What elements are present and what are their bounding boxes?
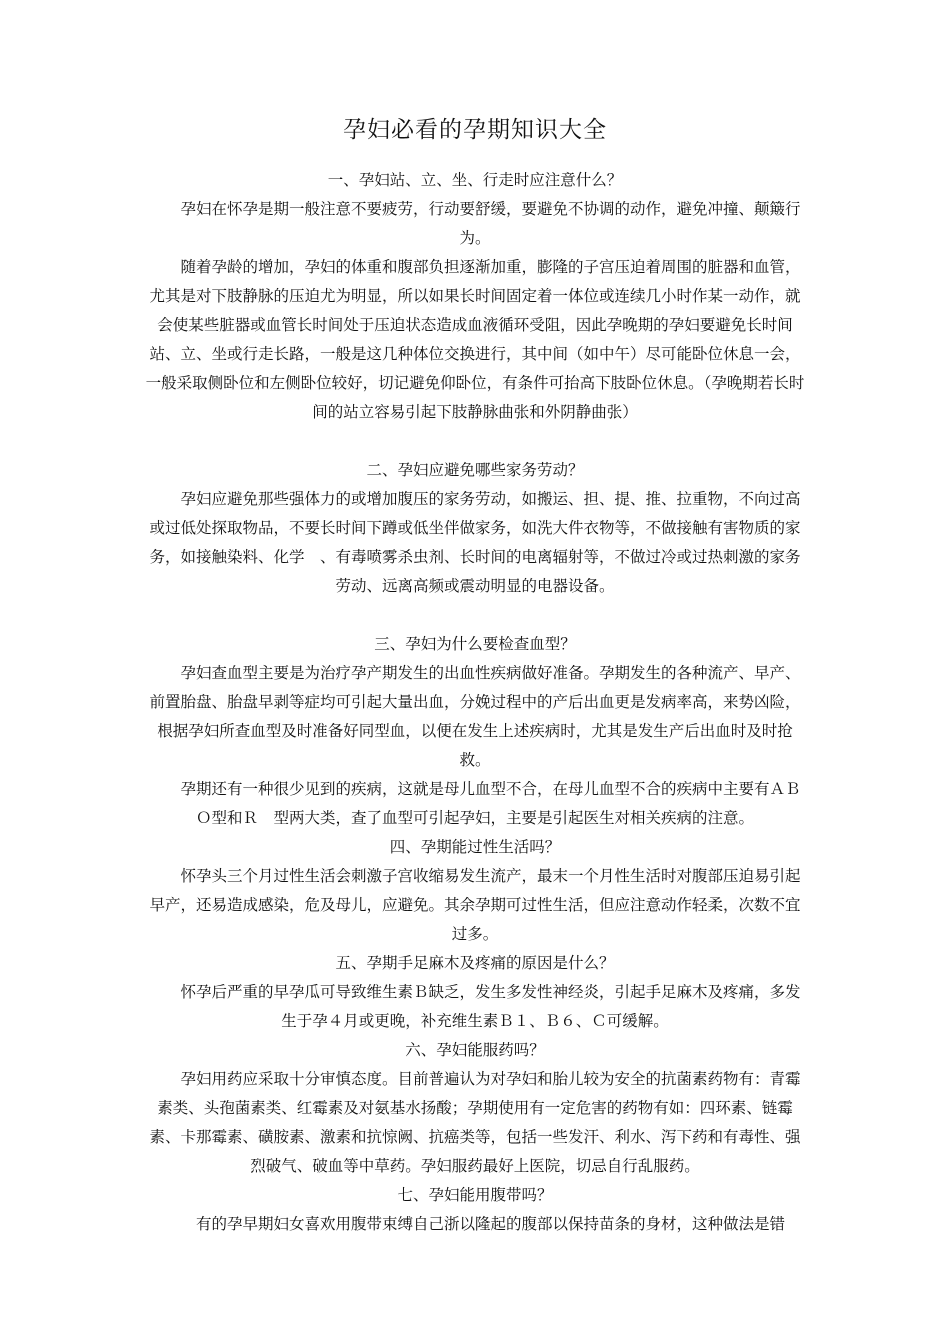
section-2 (142, 456, 808, 601)
section-paragraph: 孕妇查血型主要是为治疗孕产期发生的出血性疾病做好准备。孕期发生的各种流产、早产、前置胎盘、胎盘早剥等症均可引起大量出血，分娩过程中的产后出血更是发病率高，来势凶险，根据孕妇所查血型及时准备好同型血，以便在发生上述疾病时，尤其是发生产后出血时及时抢救。 (149, 664, 801, 769)
section-4 (142, 833, 808, 949)
section-paragraph: 随着孕龄的增加，孕妇的体重和腹部负担逐渐加重，膨隆的子宫压迫着周围的脏器和血管，尤其是对下肢静脉的压迫尤为明显，所以如果长时间固定着一体位或连续几小时作某一动作，就会使某些脏器或血管长时间处于压迫状态造成血液循环受阻，因此孕晚期的孕妇要避免长时间站、立、坐或行走长路，一般是这几种体位交换进行，其中间（如中午）尽可能卧位休息一会，一般采取侧卧位和左侧卧位较好，切记避免仰卧位，有条件可抬高下肢卧位休息。（孕晚期若长时间的站立容易引起下肢静脉曲张和外阴静曲张） (145, 258, 805, 421)
spacer (142, 427, 808, 456)
section-heading: 六、孕妇能服药吗？ (405, 1041, 545, 1059)
document-title: 孕妇必看的孕期知识大全 (343, 117, 607, 143)
section-paragraph: 孕妇应避免那些强体力的或增加腹压的家务劳动，如搬运、担、提、推、拉重物，不向过高或过低处探取物品，不要长时间下蹲或低坐伴做家务，如洗大件衣物等，不做接触有害物质的家务，如接触染料、化学 、有毒喷雾杀虫剂、长时间的电离辐射等，不做过冷或过热刺激的家务劳动、远离高频或震动明显的电器设备。 (149, 490, 801, 595)
section-heading: 二、孕妇应避免哪些家务劳动？ (366, 461, 584, 479)
section-paragraph: 孕妇在怀孕是期一般注意不要疲劳，行动要舒缓，要避免不协调的动作，避免冲撞、颠簸行为。 (180, 200, 801, 247)
section-heading: 三、孕妇为什么要检查血型？ (374, 635, 576, 653)
section-7 (142, 1181, 808, 1239)
section-heading: 四、孕期能过性生活吗？ (389, 838, 561, 856)
section-3 (142, 630, 808, 833)
section-1 (142, 166, 808, 427)
section-heading: 七、孕妇能用腹带吗？ (397, 1186, 553, 1204)
section-5 (142, 949, 808, 1036)
section-paragraph: 怀孕后严重的早孕瓜可导致维生素Ｂ缺乏，发生多发性神经炎，引起手足麻木及疼痛，多发生于孕４月或更晚，补充维生素Ｂ１、Ｂ６、Ｃ可缓解。 (180, 983, 801, 1030)
section-paragraph: 孕期还有一种很少见到的疾病，这就是母儿血型不合，在母儿血型不合的疾病中主要有ＡＢＯ型和Ｒ 型两大类，查了血型可引起孕妇，主要是引起医生对相关疾病的注意。 (180, 780, 801, 827)
section-heading: 一、孕妇站、立、坐、行走时应注意什么？ (327, 171, 623, 189)
section-paragraph: 怀孕头三个月过性生活会刺激子宫收缩易发生流产，最末一个月性生活时对腹部压迫易引起早产，还易造成感染，危及母儿，应避免。其余孕期可过性生活，但应注意动作轻柔，次数不宜过多。 (149, 867, 801, 943)
document-body (142, 110, 808, 1239)
section-paragraph: 孕妇用药应采取十分审慎态度。目前普遍认为对孕妇和胎儿较为安全的抗菌素药物有：青霉素类、头孢菌素类、红霉素及对氨基水扬酸；孕期使用有一定危害的药物有如：四环素、链霉素、卡那霉素、磺胺素、激素和抗惊阙、抗癌类等，包括一些发汗、利水、泻下药和有毒性、强烈破气、破血等中草药。孕妇服药最好上医院，切忌自行乱服药。 (149, 1070, 801, 1175)
section-6 (142, 1036, 808, 1181)
spacer (142, 601, 808, 630)
section-heading: 五、孕期手足麻木及疼痛的原因是什么？ (335, 954, 615, 972)
section-paragraph: 有的孕早期妇女喜欢用腹带束缚自己浙以隆起的腹部以保持苗条的身材，这种做法是错 (195, 1215, 785, 1233)
